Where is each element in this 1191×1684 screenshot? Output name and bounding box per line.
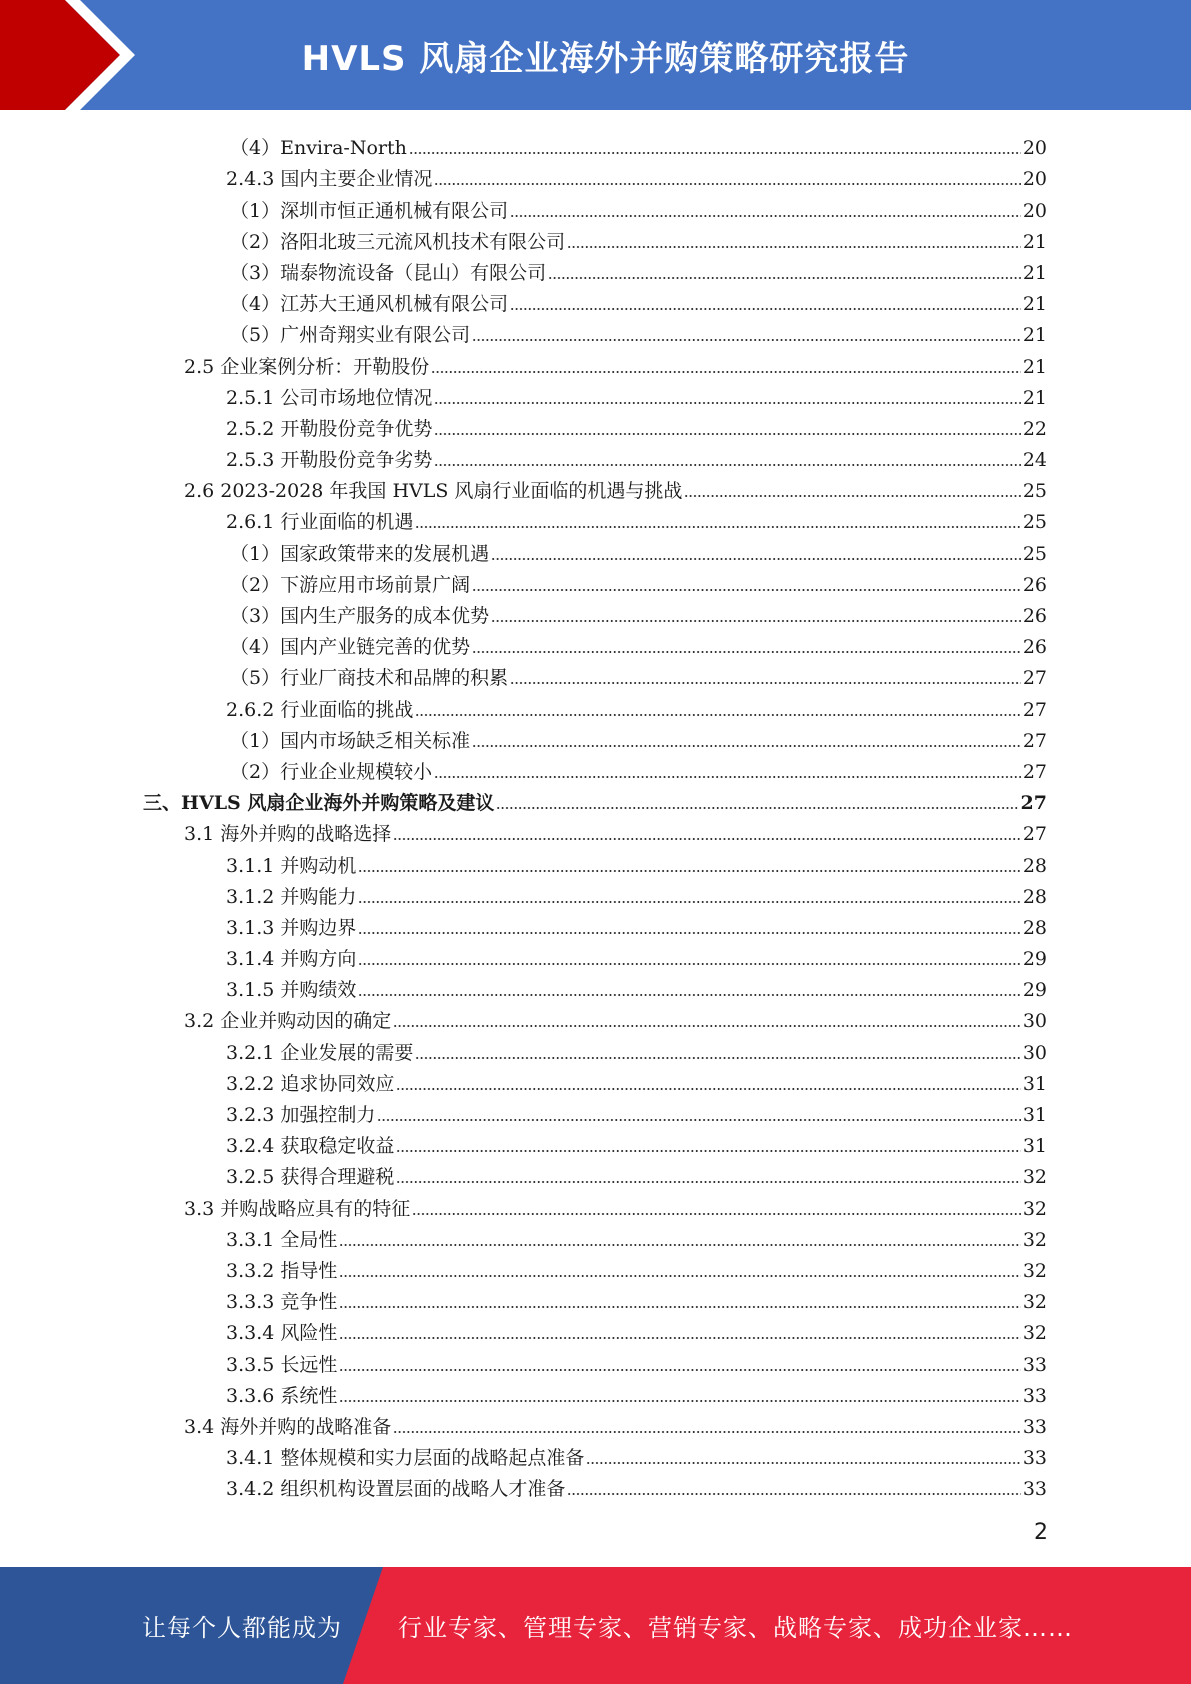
toc-entry[interactable] — [0, 315, 1191, 346]
toc-leader-dots — [548, 277, 1021, 279]
toc-entry-title: 2.6.2 行业面临的挑战 — [226, 698, 414, 721]
toc-leader-dots — [472, 651, 1021, 653]
toc-entry-page: 29 — [1022, 979, 1047, 1002]
toc-entry[interactable] — [0, 1376, 1191, 1407]
toc-entry-title: 2.6 2023-2028 年我国 HVLS 风扇行业面临的机遇与挑战 — [184, 480, 683, 503]
footer-slogan-left: 让每个人都能成为 — [142, 1614, 342, 1642]
toc-entry-page: 30 — [1022, 1041, 1047, 1064]
toc-entry-title: 3.1.2 并购能力 — [226, 885, 357, 908]
toc-leader-dots — [409, 152, 1021, 154]
toc-entry-page: 20 — [1022, 199, 1047, 222]
toc-entry-title: 3.3.4 风险性 — [226, 1322, 338, 1345]
toc-entry-title: 3.2 企业并购动因的确定 — [184, 1010, 392, 1033]
toc-entry-page: 26 — [1022, 605, 1047, 627]
toc-entry-title: （4）江苏大王通风机械有限公司 — [230, 293, 509, 316]
toc-entry-page: 28 — [1022, 885, 1047, 908]
toc-entry-page: 20 — [1022, 137, 1047, 160]
toc-entry[interactable] — [0, 253, 1191, 284]
toc-entry[interactable] — [0, 783, 1191, 814]
toc-entry-title: （1）国家政策带来的发展机遇 — [230, 542, 490, 565]
toc-entry-title: （4）国内产业链完善的优势 — [230, 636, 471, 659]
toc-entry[interactable] — [0, 1282, 1191, 1313]
toc-entry[interactable] — [0, 596, 1191, 627]
toc-leader-dots — [339, 1400, 1020, 1402]
toc-leader-dots — [339, 1244, 1020, 1246]
toc-entry[interactable] — [0, 378, 1191, 409]
toc-entry[interactable] — [0, 502, 1191, 533]
toc-entry-title: 2.6.1 行业面临的机遇 — [226, 511, 414, 534]
toc-entry-page: 21 — [1022, 230, 1047, 253]
toc-leader-dots — [510, 308, 1021, 310]
toc-entry-title: （4）Envira-North — [230, 137, 407, 160]
toc-entry[interactable] — [0, 1157, 1191, 1188]
toc-entry[interactable] — [0, 440, 1191, 471]
toc-entry-page: 21 — [1022, 386, 1047, 409]
toc-entry-title: 3.2.5 获得合理避税 — [226, 1166, 395, 1189]
toc-entry[interactable] — [0, 845, 1191, 876]
toc-entry-page: 21 — [1022, 293, 1047, 316]
toc-entry-title: 3.3.1 全局性 — [226, 1228, 338, 1251]
toc-entry-page: 32 — [1022, 1291, 1047, 1314]
toc-entry-title: 3.3 并购战略应具有的特征 — [184, 1197, 411, 1220]
toc-leader-dots — [358, 994, 1020, 996]
toc-leader-dots — [434, 402, 1020, 404]
toc-entry-page: 33 — [1022, 1384, 1047, 1407]
footer-slogan-right: 行业专家、管理专家、营销专家、战略专家、成功企业家…… — [398, 1614, 1073, 1642]
toc-leader-dots — [472, 589, 1021, 591]
toc-leader-dots — [339, 1275, 1020, 1277]
toc-entry[interactable] — [0, 1313, 1191, 1344]
toc-leader-dots — [358, 932, 1020, 934]
toc-entry-title: 3.4.1 整体规模和实力层面的战略起点准备 — [226, 1447, 585, 1470]
toc-leader-dots — [434, 433, 1020, 435]
toc-leader-dots — [496, 807, 1018, 809]
toc-entry[interactable] — [0, 533, 1191, 564]
toc-entry-title: 2.5.2 开勒股份竞争优势 — [226, 417, 433, 440]
toc-entry[interactable] — [0, 1001, 1191, 1032]
toc-entry-title: 2.4.3 国内主要企业情况 — [226, 168, 433, 191]
toc-entry-page: 27 — [1022, 698, 1047, 721]
page-number: 2 — [1034, 1520, 1048, 1545]
toc-entry[interactable] — [0, 409, 1191, 440]
toc-leader-dots — [586, 1462, 1020, 1464]
toc-leader-dots — [491, 620, 1021, 622]
toc-entry[interactable] — [0, 284, 1191, 315]
toc-leader-dots — [339, 1337, 1020, 1339]
toc-leader-dots — [684, 495, 1020, 497]
toc-entry-page: 32 — [1022, 1322, 1047, 1345]
toc-entry-page: 31 — [1022, 1135, 1047, 1158]
toc-leader-dots — [393, 1431, 1021, 1433]
toc-entry-page: 32 — [1022, 1166, 1047, 1189]
toc-leader-dots — [358, 963, 1020, 965]
toc-leader-dots — [377, 1119, 1020, 1121]
toc-leader-dots — [434, 776, 1021, 778]
toc-entry[interactable] — [0, 222, 1191, 253]
toc-entry-page: 31 — [1022, 1104, 1047, 1126]
toc-entry[interactable] — [0, 814, 1191, 845]
toc-leader-dots — [434, 464, 1020, 466]
toc-entry-page: 31 — [1022, 1072, 1047, 1095]
toc-entry-page: 25 — [1022, 511, 1047, 534]
toc-entry-title: （2）洛阳北玻三元流风机技术有限公司 — [230, 230, 566, 253]
page-header — [0, 0, 1191, 110]
toc-entry-page: 25 — [1022, 480, 1047, 503]
toc-leader-dots — [472, 745, 1021, 747]
toc-leader-dots — [358, 901, 1020, 903]
toc-entry-title: 2.5.1 公司市场地位情况 — [226, 386, 433, 409]
toc-leader-dots — [567, 246, 1021, 248]
toc-entry[interactable] — [0, 471, 1191, 502]
toc-entry-page: 21 — [1022, 261, 1047, 284]
toc-entry[interactable] — [0, 565, 1191, 596]
toc-entry[interactable] — [0, 1438, 1191, 1469]
toc-entry-title: 2.5.3 开勒股份竞争劣势 — [226, 449, 433, 472]
toc-leader-dots — [567, 1493, 1020, 1495]
toc-entry-page: 29 — [1022, 948, 1047, 971]
toc-entry-page: 21 — [1022, 355, 1047, 378]
toc-entry[interactable] — [0, 627, 1191, 658]
toc-entry-title: 3.3.5 长远性 — [226, 1353, 338, 1376]
toc-entry-page: 27 — [1022, 823, 1047, 846]
toc-entry[interactable] — [0, 159, 1191, 190]
toc-entry-title: （1）深圳市恒正通机械有限公司 — [230, 199, 509, 222]
toc-entry[interactable] — [0, 908, 1191, 939]
toc-entry-title: 3.3.3 竞争性 — [226, 1291, 338, 1314]
toc-entry[interactable] — [0, 346, 1191, 377]
toc-entry-page: 32 — [1022, 1259, 1047, 1282]
toc-leader-dots — [396, 1088, 1020, 1090]
toc-entry-title: 3.3.6 系统性 — [226, 1384, 338, 1407]
toc-entry-page: 27 — [1022, 729, 1047, 752]
toc-entry[interactable] — [0, 190, 1191, 221]
toc-entry-title: 2.5 企业案例分析：开勒股份 — [184, 355, 430, 378]
toc-entry-title: 3.1.3 并购边界 — [226, 916, 357, 939]
toc-entry-page: 33 — [1022, 1353, 1047, 1376]
toc-entry[interactable] — [0, 658, 1191, 689]
toc-entry[interactable] — [0, 128, 1191, 159]
toc-entry-page: 22 — [1022, 417, 1047, 440]
toc-entry[interactable] — [0, 721, 1191, 752]
toc-entry[interactable] — [0, 1251, 1191, 1282]
toc-entry-title: （5）广州奇翔实业有限公司 — [230, 324, 471, 347]
toc-leader-dots — [393, 1025, 1021, 1027]
toc-leader-dots — [415, 526, 1020, 528]
toc-entry-title: 3.2.3 加强控制力 — [226, 1104, 376, 1126]
toc-entry-title: （2）下游应用市场前景广阔 — [230, 573, 471, 596]
toc-entry-title: 3.2.4 获取稳定收益 — [226, 1135, 395, 1158]
toc-entry-page: 28 — [1022, 916, 1047, 939]
toc-entry-page: 32 — [1022, 1197, 1047, 1220]
toc-entry-page: 20 — [1022, 168, 1047, 191]
toc-entry-title: 3.1.1 并购动机 — [226, 854, 357, 877]
toc-leader-dots — [510, 682, 1021, 684]
toc-entry-title: （1）国内市场缺乏相关标准 — [230, 729, 471, 752]
toc-entry[interactable] — [0, 1188, 1191, 1219]
toc-entry-page: 24 — [1022, 449, 1047, 472]
toc-entry-title: （2）行业企业规模较小 — [230, 760, 433, 783]
page-footer — [0, 1567, 1191, 1684]
toc-leader-dots — [358, 870, 1020, 872]
toc-leader-dots — [431, 371, 1021, 373]
toc-entry-page: 33 — [1022, 1447, 1047, 1470]
toc-entry-title: 三、HVLS 风扇企业海外并购策略及建议 — [143, 792, 495, 815]
toc-entry-page: 25 — [1022, 542, 1047, 565]
toc-entry-title: 3.4 海外并购的战略准备 — [184, 1415, 392, 1438]
toc-leader-dots — [412, 1213, 1021, 1215]
toc-entry-page: 30 — [1022, 1010, 1047, 1033]
toc-leader-dots — [396, 1150, 1020, 1152]
toc-leader-dots — [434, 183, 1020, 185]
toc-entry-title: （3）瑞泰物流设备（昆山）有限公司 — [230, 261, 547, 284]
toc-leader-dots — [339, 1369, 1020, 1371]
toc-entry[interactable] — [0, 1344, 1191, 1375]
toc-entry[interactable] — [0, 689, 1191, 720]
toc-leader-dots — [510, 215, 1021, 217]
toc-entry-title: 3.2.1 企业发展的需要 — [226, 1041, 414, 1064]
toc-entry-title: 3.1 海外并购的战略选择 — [184, 823, 392, 846]
toc-leader-dots — [472, 339, 1021, 341]
toc-entry-title: 3.1.5 并购绩效 — [226, 979, 357, 1002]
toc-entry-page: 27 — [1022, 667, 1047, 690]
toc-entry-page: 33 — [1022, 1415, 1047, 1438]
toc-entry[interactable] — [0, 1095, 1191, 1126]
toc-entry[interactable] — [0, 1126, 1191, 1157]
toc-leader-dots — [339, 1306, 1020, 1308]
toc-entry-page: 27 — [1020, 792, 1047, 815]
toc-entry[interactable] — [0, 939, 1191, 970]
toc-leader-dots — [415, 714, 1020, 716]
toc-entry-page: 33 — [1022, 1478, 1047, 1501]
toc-entry[interactable] — [0, 752, 1191, 783]
toc-entry-title: （5）行业厂商技术和品牌的积累 — [230, 667, 509, 690]
toc-entry-page: 21 — [1022, 324, 1047, 347]
toc-entry[interactable] — [0, 1407, 1191, 1438]
toc-entry-title: 3.4.2 组织机构设置层面的战略人才准备 — [226, 1478, 566, 1501]
toc-entry[interactable] — [0, 1220, 1191, 1251]
toc-entry[interactable] — [0, 1064, 1191, 1095]
toc-entry[interactable] — [0, 1469, 1191, 1500]
toc-entry-page: 27 — [1022, 760, 1047, 783]
toc-entry-title: 3.1.4 并购方向 — [226, 948, 357, 971]
toc-leader-dots — [396, 1181, 1020, 1183]
toc-entry-page: 26 — [1022, 636, 1047, 659]
report-title: HVLS 风扇企业海外并购策略研究报告 — [301, 38, 910, 79]
table-of-contents — [0, 128, 1191, 1500]
toc-entry-title: 3.2.2 追求协同效应 — [226, 1072, 395, 1095]
toc-entry-page: 28 — [1022, 854, 1047, 877]
toc-entry[interactable] — [0, 970, 1191, 1001]
toc-leader-dots — [491, 558, 1021, 560]
toc-entry-page: 32 — [1022, 1228, 1047, 1251]
toc-leader-dots — [393, 838, 1021, 840]
toc-entry-title: （3）国内生产服务的成本优势 — [230, 605, 490, 627]
toc-entry-page: 26 — [1022, 573, 1047, 596]
toc-leader-dots — [415, 1057, 1020, 1059]
toc-entry[interactable] — [0, 1032, 1191, 1063]
toc-entry-title: 3.3.2 指导性 — [226, 1259, 338, 1282]
toc-entry[interactable] — [0, 877, 1191, 908]
